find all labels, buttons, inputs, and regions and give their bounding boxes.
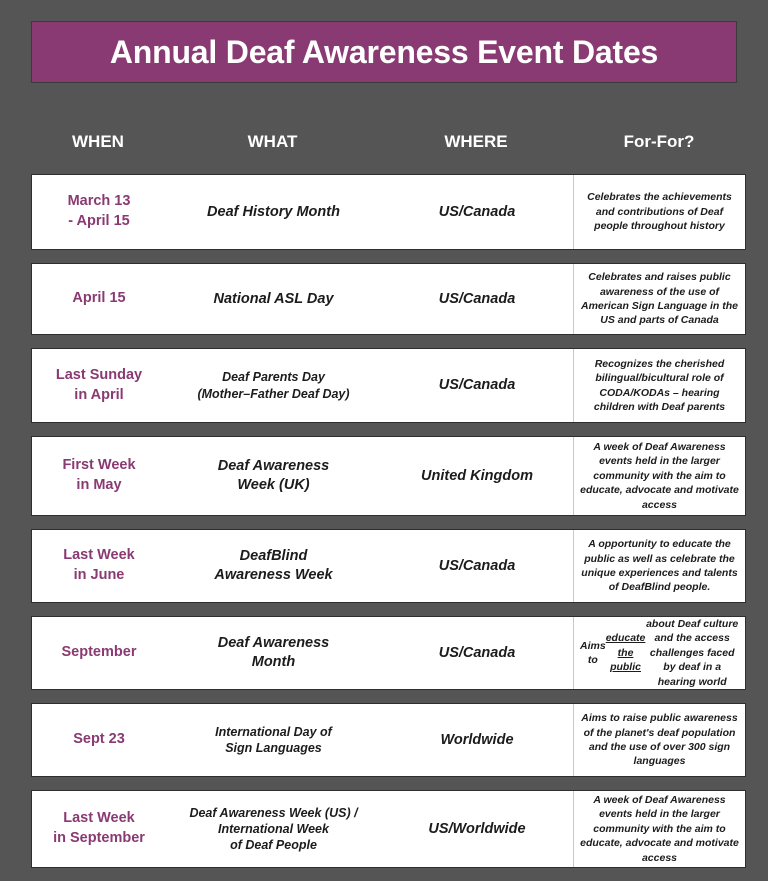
cell-for-for: Celebrates and raises public awareness of the use of American Sign Language in the US and parts of Canada xyxy=(573,264,745,334)
cell-for-for: Aims to raise public awareness of the planet's deaf population and the use of over 300 sign languages xyxy=(573,704,745,776)
cell-where: United Kingdom xyxy=(421,467,533,484)
cell-what: Deaf History Month xyxy=(207,203,340,220)
cell-when: Last Week in June xyxy=(63,547,135,583)
cell-for-for: Celebrates the achievements and contributions of Deaf people throughout history xyxy=(573,175,745,249)
table-row xyxy=(31,174,746,250)
cell-when: Sept 23 xyxy=(73,731,125,748)
cell-what: Deaf Awareness Week (UK) xyxy=(217,458,330,493)
cell-what: Deaf Awareness Week (US) / International Week of Deaf People xyxy=(189,805,358,853)
cell-when: First Week in May xyxy=(62,457,136,493)
table-row xyxy=(31,436,746,516)
cell-where: US/Worldwide xyxy=(428,820,526,837)
cell-when: Last Sunday in April xyxy=(55,366,143,403)
column-header-what: WHAT xyxy=(247,131,298,151)
cell-where: US/Canada xyxy=(438,557,516,574)
table-row xyxy=(31,529,746,603)
cell-where: US/Canada xyxy=(438,203,516,220)
cell-when: April 15 xyxy=(72,290,126,307)
table-row xyxy=(31,263,746,335)
title-banner xyxy=(31,21,737,83)
cell-for-for: A week of Deaf Awareness events held in the larger community with the aim to educate, advocate and motivate access xyxy=(573,437,745,515)
column-header-when: WHEN xyxy=(72,131,124,151)
cell-what: DeafBlind Awareness Week xyxy=(214,548,333,583)
column-header-for-for: For-For? xyxy=(623,131,695,151)
cell-what: Deaf Awareness Month xyxy=(217,635,330,670)
cell-where: US/Canada xyxy=(438,377,516,394)
table-row xyxy=(31,348,746,423)
cell-for-for: A week of Deaf Awareness events held in the larger community with the aim to educate, advocate and motivate access xyxy=(573,791,745,867)
column-header-where: WHERE xyxy=(444,131,508,151)
page-title: Annual Deaf Awareness Event Dates xyxy=(109,34,659,70)
cell-when: September xyxy=(61,644,137,661)
table-row xyxy=(31,616,746,690)
cell-where: US/Canada xyxy=(438,644,516,661)
table-row xyxy=(31,790,746,868)
cell-when: Last Week in September xyxy=(53,810,145,846)
cell-where: Worldwide xyxy=(440,731,514,748)
column-header-row xyxy=(31,126,746,156)
cell-what: Deaf Parents Day (Mother–Father Deaf Day) xyxy=(197,370,350,401)
cell-what: National ASL Day xyxy=(213,290,334,307)
cell-where: US/Canada xyxy=(438,290,516,307)
cell-when: March 13 - April 15 xyxy=(67,193,131,229)
event-table xyxy=(31,174,746,881)
cell-what: International Day of Sign Languages xyxy=(215,724,332,755)
cell-for-for: Aims to educate the public about Deaf culture and the access challenges faced by deaf in a hearing world xyxy=(573,617,745,689)
cell-for-for: Recognizes the cherished bilingual/bicultural role of CODA/KODAs – hearing children with Deaf parents xyxy=(573,349,745,422)
cell-for-for: A opportunity to educate the public as well as celebrate the unique experiences and talents of DeafBlind people. xyxy=(573,530,745,602)
table-row xyxy=(31,703,746,777)
